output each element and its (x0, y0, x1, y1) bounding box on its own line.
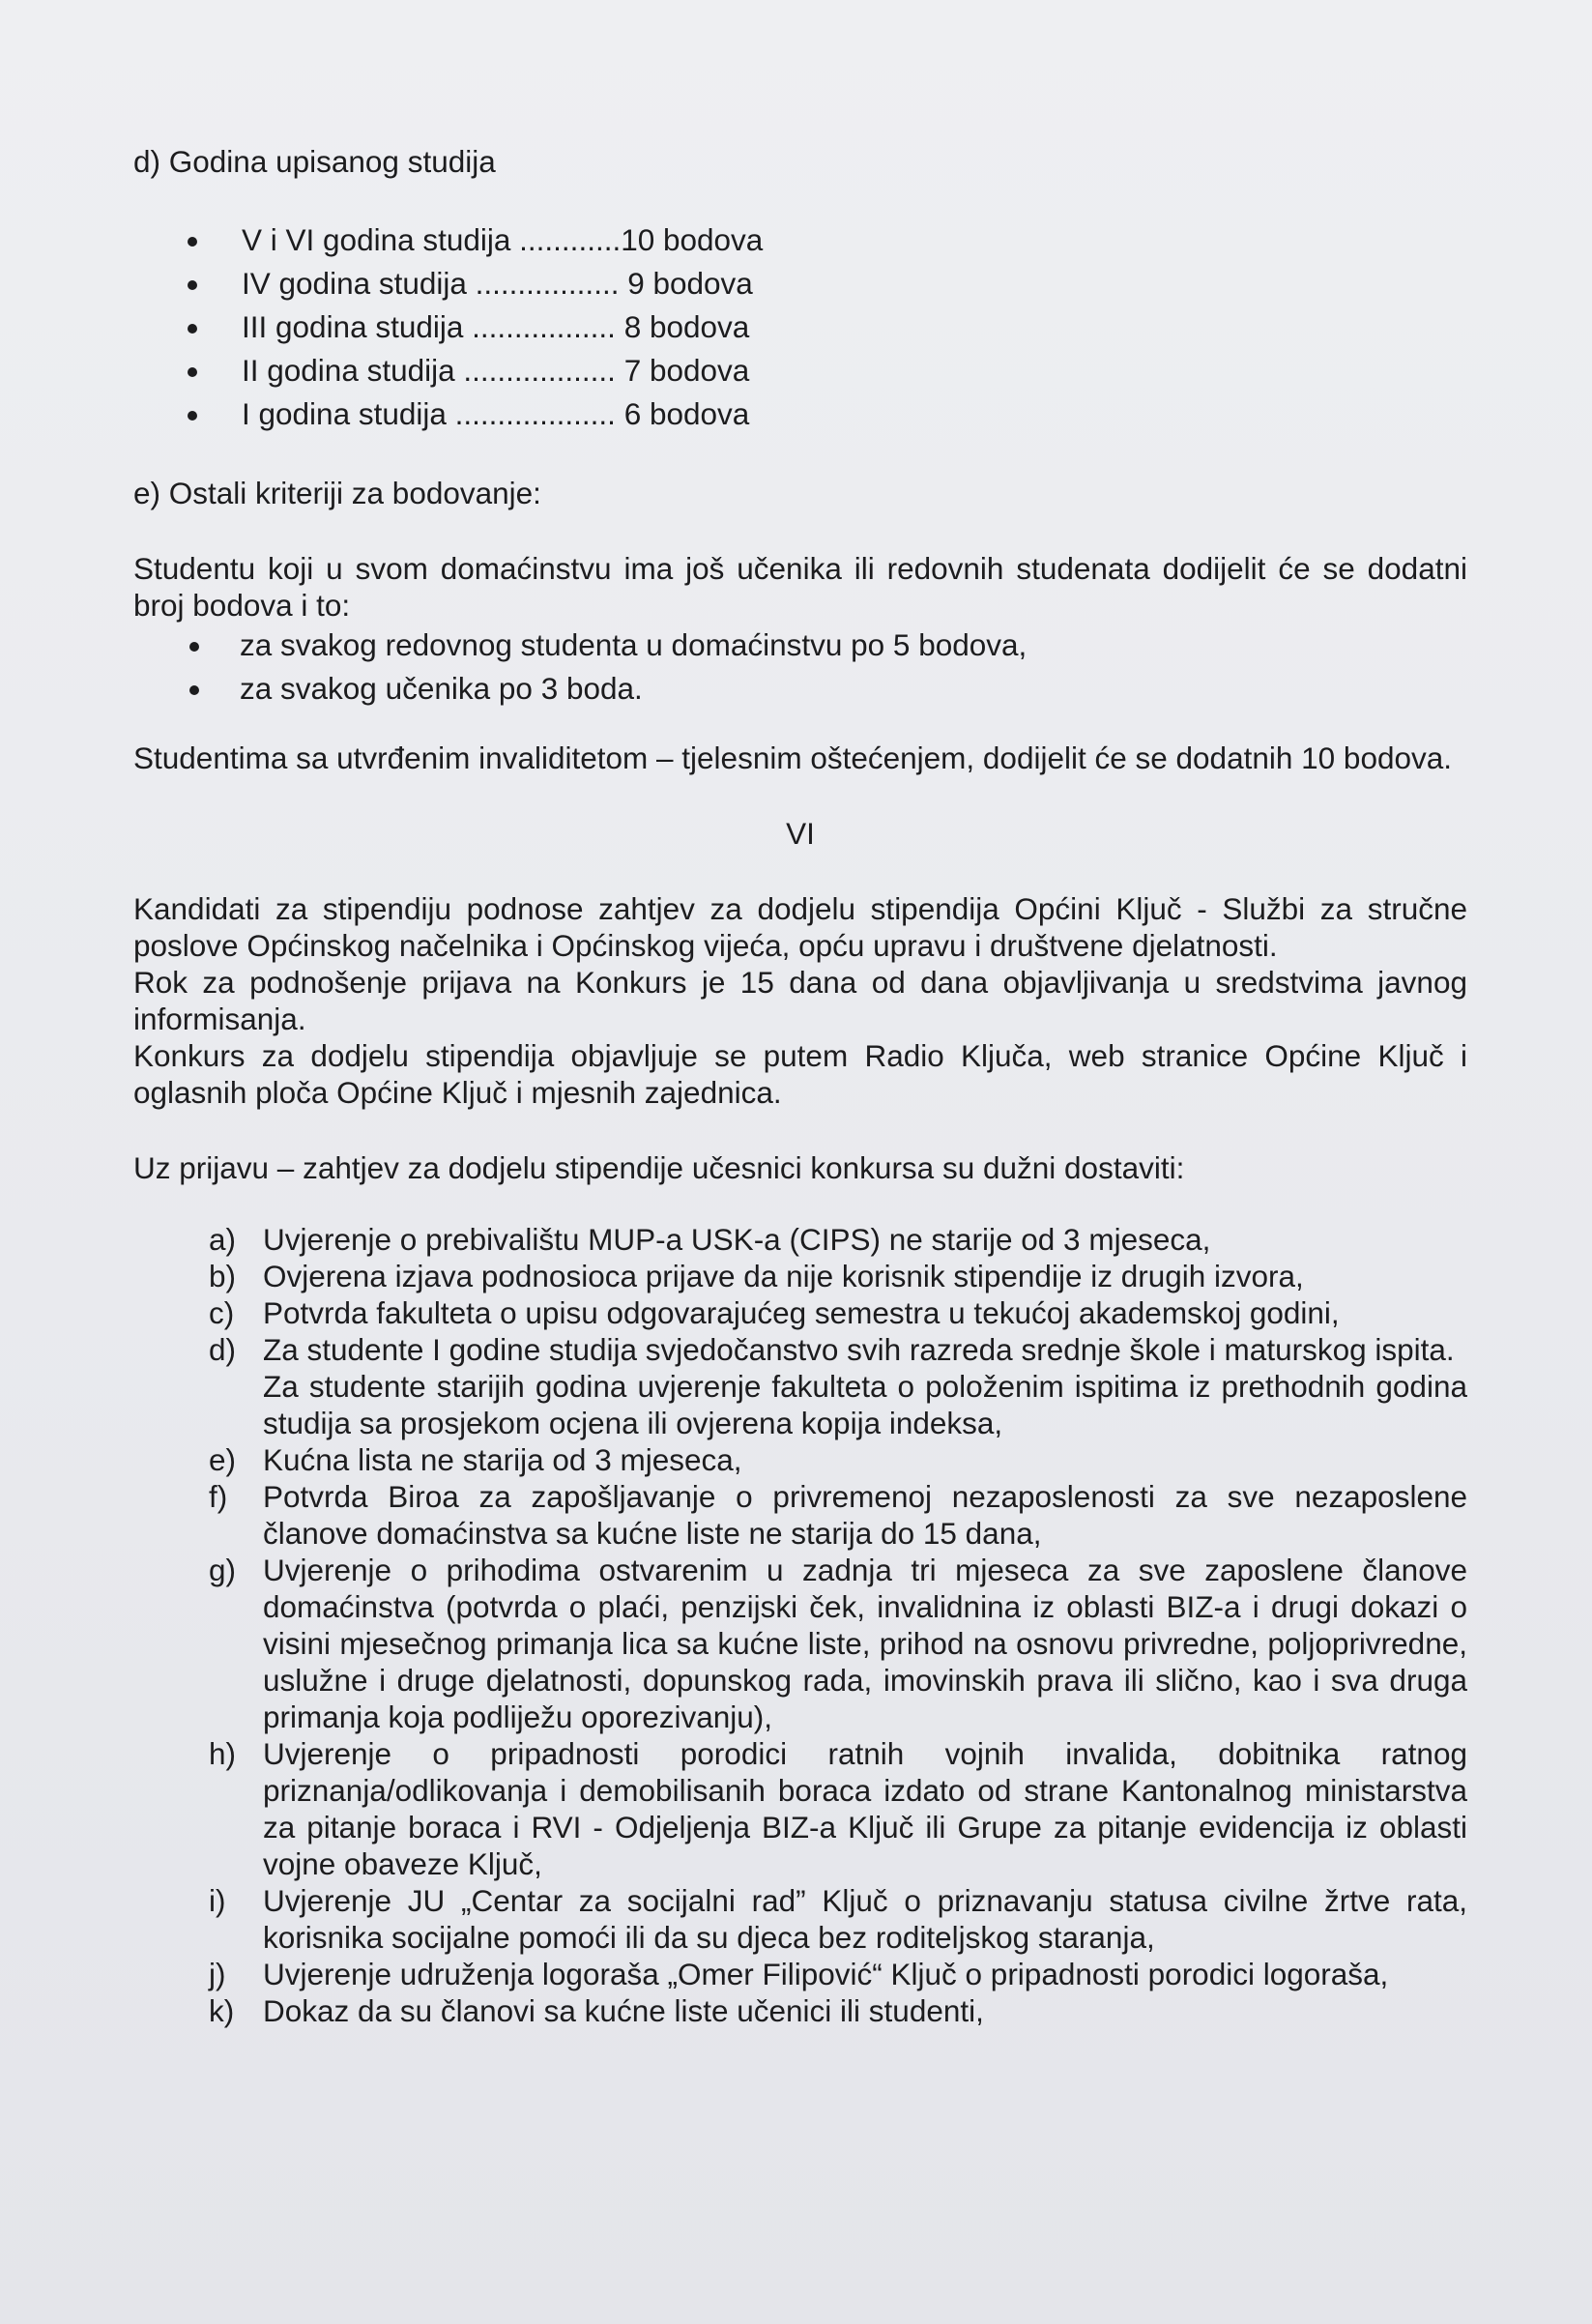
documents-intro: Uz prijavu – zahtjev za dodjelu stipendije učesnici konkursa su dužni dostaviti: (133, 1150, 1185, 1185)
item-label: f) (209, 1479, 228, 1514)
item-label: g) (209, 1553, 237, 1587)
section-e-heading: e) Ostali kriteriji za bodovanje: (133, 476, 541, 510)
list-item (133, 1331, 1467, 1441)
list-item (133, 1552, 1467, 1735)
list-item: IV godina studija ................. 9 bodova (133, 262, 1467, 305)
section-vi-number: VI (786, 816, 815, 851)
item-text: Uvjerenje o pripadnosti porodici ratnih vojnih invalida, dobitnika ratnog priznanja/odlikovanja i demobilisanih boraca izdato od strane Kantonalnog ministarstva za pitanje boraca i RVI - Odjeljenja BIZ-a Ključ ili Grupe za pitanje evidencija iz oblasti vojne obaveze Ključ, (263, 1736, 1467, 1881)
section-e-intro: Studentu koji u svom domaćinstvu ima još učenika ili redovnih studenata dodijelit će se dodatni broj bodova i to: (133, 551, 1467, 623)
list-item (133, 1441, 1467, 1478)
section-d-heading: d) Godina upisanog studija (133, 144, 496, 179)
item-text: Ovjerena izjava podnosioca prijave da nije korisnik stipendije iz drugih izvora, (263, 1259, 1304, 1293)
item-label: i) (209, 1883, 226, 1918)
list-item: I godina studija ................... 6 bodova (133, 392, 1467, 436)
required-documents-list (133, 1221, 1467, 2029)
item-text: Uvjerenje JU „Centar za socijalni rad” Ključ o priznavanju statusa civilne žrtve rata, korisnika socijalne pomoći ili da su djeca bez roditeljskog staranja, (263, 1883, 1467, 1955)
list-item (133, 1992, 1467, 2029)
item-text: Uvjerenje udruženja logoraša „Omer Filipović“ Ključ o pripadnosti porodici logoraša, (263, 1957, 1389, 1991)
study-year-points-list (133, 218, 1467, 436)
item-label: e) (209, 1442, 237, 1477)
section-vi-paragraph-1: Kandidati za stipendiju podnose zahtjev za dodjelu stipendija Općini Ključ - Službi za stručne poslove Općinskog načelnika i Općinskog vijeća, opću upravu i društvene djelatnosti. (133, 891, 1467, 963)
item-text: Potvrda Biroa za zapošljavanje o privremenoj nezaposlenosti za sve nezaposlene članove domaćinstva sa kućne liste ne starija do 15 dana, (263, 1479, 1467, 1551)
section-vi-paragraph-2: Rok za podnošenje prijava na Konkurs je 15 dana od dana objavljivanja u sredstvima javnog informisanja. (133, 965, 1467, 1036)
item-label: b) (209, 1259, 237, 1293)
list-item (133, 1221, 1467, 1258)
list-item: II godina studija .................. 7 bodova (133, 349, 1467, 392)
item-label: d) (209, 1332, 237, 1367)
item-text: Uvjerenje o prihodima ostvarenim u zadnja tri mjeseca za sve zaposlene članove domaćinstva (potvrda o plaći, penzijski ček, invalidnina iz oblasti BIZ-a i drugi dokazi o visini mjesečnog primanja lica sa kućne liste, prihod na osnovu privredne, poljoprivredne, uslužne i druge djelatnosti, dopunskog rada, imovinskih prava ili slično, kao i sva druga primanja koja podliježu oporezivanju), (263, 1553, 1467, 1734)
list-item (133, 1294, 1467, 1331)
item-text-continued: Za studente starijih godina uvjerenje fakulteta o položenim ispitima iz prethodnih godina studija sa prosjekom ocjena ili ovjerena kopija indeksa, (263, 1369, 1467, 1440)
list-item (133, 1882, 1467, 1956)
extra-points-list (133, 624, 1467, 711)
item-label: k) (209, 1993, 235, 2028)
list-item (133, 1478, 1467, 1552)
list-item (133, 1956, 1467, 1992)
section-vi-paragraph-3: Konkurs za dodjelu stipendija objavljuje se putem Radio Ključa, web stranice Općine Ključ i oglasnih ploča Općine Ključ i mjesnih zajednica. (133, 1038, 1467, 1110)
item-text: Kućna lista ne starija od 3 mjeseca, (263, 1442, 742, 1477)
invalid-note: Studentima sa utvrđenim invaliditetom – tjelesnim oštećenjem, dodijelit će se dodatnih 10 bodova. (133, 741, 1453, 775)
list-item (133, 1258, 1467, 1294)
item-label: h) (209, 1736, 237, 1771)
item-text: Potvrda fakulteta o upisu odgovarajućeg semestra u tekućoj akademskoj godini, (263, 1295, 1340, 1330)
list-item (133, 1735, 1467, 1882)
item-text: Dokaz da su članovi sa kućne liste učenici ili studenti, (263, 1993, 984, 2028)
list-item: III godina studija ................. 8 bodova (133, 305, 1467, 349)
item-label: j) (209, 1957, 226, 1991)
item-text: Za studente I godine studija svjedočanstvo svih razreda srednje škole i maturskog ispita. (263, 1332, 1455, 1367)
item-label: c) (209, 1295, 235, 1330)
list-item: za svakog redovnog studenta u domaćinstvu po 5 bodova, (133, 624, 1467, 667)
list-item: za svakog učenika po 3 boda. (133, 667, 1467, 711)
list-item: V i VI godina studija ............10 bodova (133, 218, 1467, 262)
item-label: a) (209, 1222, 237, 1257)
item-text: Uvjerenje o prebivalištu MUP-a USK-a (CIPS) ne starije od 3 mjeseca, (263, 1222, 1211, 1257)
document-content (133, 143, 1467, 2029)
